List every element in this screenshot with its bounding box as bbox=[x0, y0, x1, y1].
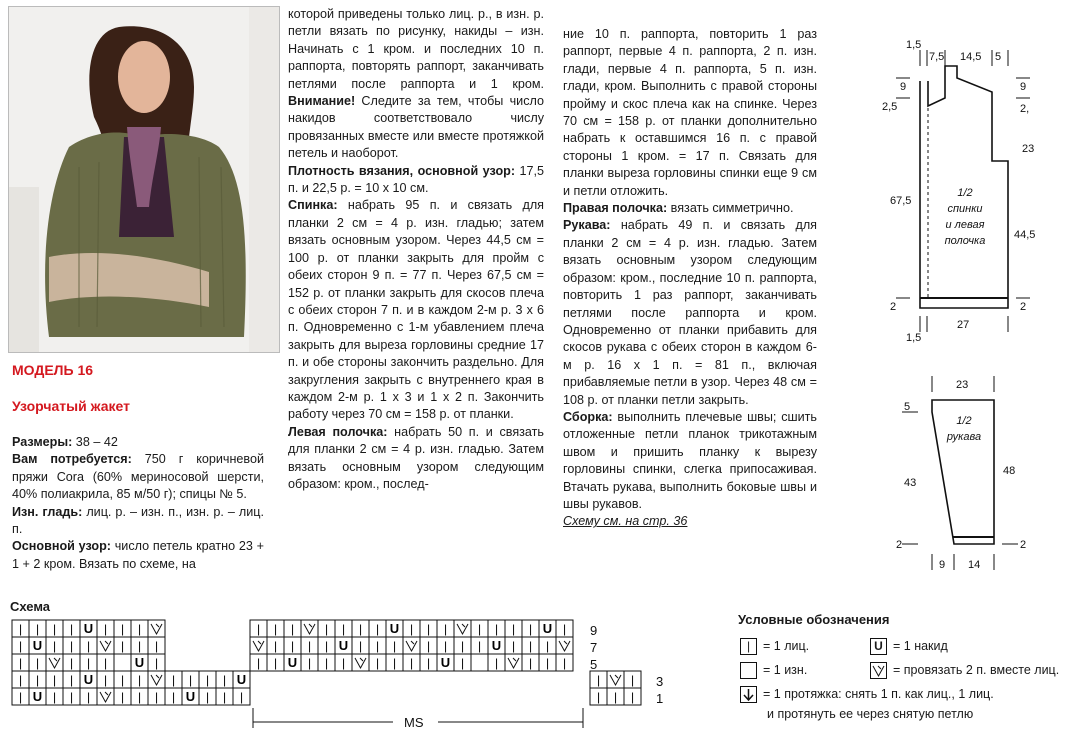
knit-chart-icon: | bbox=[341, 656, 346, 670]
knit-chart-icon: | bbox=[562, 622, 567, 636]
knit-chart-icon: | bbox=[613, 690, 618, 704]
knit-chart-icon: | bbox=[477, 622, 482, 636]
assembly-label: Сборка: bbox=[563, 409, 613, 424]
sizes-value: 38 – 42 bbox=[72, 435, 118, 449]
knit-chart-icon: | bbox=[35, 622, 40, 636]
knit-chart-icon: | bbox=[392, 639, 397, 653]
dim-left-3: 67,5 bbox=[890, 195, 912, 207]
knit-chart-icon: | bbox=[290, 622, 295, 636]
knit-chart-icon: | bbox=[511, 639, 516, 653]
row-number-9: 9 bbox=[590, 623, 598, 638]
knit-chart-icon: | bbox=[18, 673, 23, 687]
photo-illustration bbox=[9, 7, 279, 352]
knit-chart-icon: | bbox=[103, 673, 108, 687]
knit-chart-icon: | bbox=[120, 639, 125, 653]
right-column-text bbox=[563, 26, 817, 531]
knit-symbol-icon: | bbox=[740, 638, 757, 655]
row-number-5: 5 bbox=[590, 657, 598, 672]
knit-chart-icon: | bbox=[273, 622, 278, 636]
k2tog-chart-icon bbox=[304, 624, 315, 634]
knit-chart-icon: | bbox=[630, 673, 635, 687]
knit-chart-icon: | bbox=[324, 656, 329, 670]
see-schema-link[interactable]: Схему см. на стр. 36 bbox=[563, 514, 688, 529]
knit-chart-icon: | bbox=[341, 622, 346, 636]
knit-chart-icon: | bbox=[137, 673, 142, 687]
sizes-label: Размеры: bbox=[12, 435, 73, 449]
knit-chart-icon: | bbox=[273, 656, 278, 670]
knit-chart-icon: | bbox=[86, 639, 91, 653]
knit-chart-icon: | bbox=[137, 690, 142, 704]
knit-chart-icon: | bbox=[69, 622, 74, 636]
k2tog-chart-icon bbox=[100, 692, 111, 702]
assembly-value: выполнить плечевые швы; сшить отложенные петли планок трикотажным швом и пришить планку к вырезу горловины спинки, слегка припосаживая. Втачать рукава, выполнить боковые швы и швы рукавов. bbox=[563, 409, 817, 511]
dim-right-4: 44,5 bbox=[1014, 229, 1036, 241]
row-number-3: 3 bbox=[656, 674, 664, 689]
knit-chart-icon: | bbox=[154, 639, 159, 653]
sleeve-left-top: 5 bbox=[904, 401, 911, 413]
knit-chart-icon: | bbox=[120, 690, 125, 704]
middle-column-text bbox=[288, 6, 544, 493]
repeat-label: MS bbox=[404, 715, 424, 730]
back-label-4: полочка bbox=[944, 235, 986, 247]
purl-symbol-icon bbox=[740, 662, 757, 679]
sleeve-diagram bbox=[890, 372, 1040, 577]
knit-chart-icon: | bbox=[205, 673, 210, 687]
knit-chart-icon: | bbox=[137, 639, 142, 653]
knit-chart-icon: | bbox=[239, 690, 244, 704]
yarn-over-chart-icon: U bbox=[389, 621, 400, 636]
legend-skpo-text-2: и протянуть ее через снятую петлю bbox=[767, 707, 974, 721]
k2tog-chart-icon bbox=[49, 658, 60, 668]
intro-text: которой приведены только лиц. р., в изн. р. петли вязать по рисунку, накиды – изн. Начинать с 1 кром. и последних 10 п. раппорта, повторять раппорт, заканчивать петлями после раппорта и 1 кром. bbox=[288, 7, 544, 91]
knit-chart-icon: | bbox=[460, 656, 465, 670]
knit-chart-icon: | bbox=[511, 622, 516, 636]
k2tog-chart-icon bbox=[151, 624, 162, 634]
knit-chart-icon: | bbox=[528, 639, 533, 653]
knit-chart-icon: | bbox=[562, 656, 567, 670]
knit-chart-icon: | bbox=[426, 656, 431, 670]
k2tog-chart-icon bbox=[559, 641, 570, 651]
knit-chart-icon: | bbox=[290, 639, 295, 653]
knit-chart-icon: | bbox=[154, 656, 159, 670]
knit-chart-icon: | bbox=[18, 656, 23, 670]
row-number-1: 1 bbox=[656, 691, 664, 706]
attention-label: Внимание! bbox=[288, 94, 356, 109]
knit-chart-icon: | bbox=[86, 656, 91, 670]
knit-chart-icon: | bbox=[307, 656, 312, 670]
sleeve-bottom-b: 14 bbox=[968, 559, 981, 571]
back-label: Спинка: bbox=[288, 198, 338, 213]
model-photo bbox=[8, 6, 280, 353]
chart-cell bbox=[114, 654, 131, 671]
left-front-continued: ние 10 п. раппорта, повторить 1 раз раппорт, первые 4 п. раппорта, 2 п. изн. глади, первые 4 п. раппорта, 5 п. изн. глади, кром. Выполнить с правой стороны пройму и скос плеча как на спинке. Через 70 см = 158 р. от планки дополнительно набрать к оставшимся 16 п. с правой стороны 1 кром. = 17 п. Связать для планки выреза горловины спинки еще 9 см и петли отложить. bbox=[563, 27, 817, 198]
k2tog-chart-icon bbox=[457, 624, 468, 634]
knit-chart-icon: | bbox=[443, 622, 448, 636]
sleeve-bottom-right: 2 bbox=[1020, 539, 1027, 551]
yarn-over-chart-icon: U bbox=[338, 638, 349, 653]
yarn-over-chart-icon: U bbox=[236, 672, 247, 687]
knit-chart-icon: | bbox=[409, 656, 414, 670]
dim-left-2: 2,5 bbox=[882, 101, 898, 113]
sleeve-right: 48 bbox=[1003, 465, 1016, 477]
dim-top-2: 7,5 bbox=[929, 51, 945, 63]
knit-chart-icon: | bbox=[120, 673, 125, 687]
stst-value: лиц. р. – изн. п., изн. р. – лиц. п. bbox=[12, 504, 264, 537]
dim-top-3: 14,5 bbox=[960, 51, 982, 63]
back-diagram bbox=[880, 36, 1070, 346]
knit-chart-icon: | bbox=[86, 690, 91, 704]
knit-chart-icon: | bbox=[69, 673, 74, 687]
knit-chart-icon: | bbox=[324, 639, 329, 653]
dim-left-5: 1,5 bbox=[906, 332, 922, 344]
knit-chart-icon: | bbox=[52, 639, 57, 653]
legend-skpo bbox=[740, 686, 994, 703]
skpo-symbol-icon bbox=[740, 686, 757, 703]
sleeve-top: 23 bbox=[956, 379, 969, 391]
knit-chart-icon: | bbox=[18, 639, 23, 653]
knit-chart-icon: | bbox=[69, 639, 74, 653]
density-value: 17,5 п. и 22,5 р. = 10 х 10 см. bbox=[288, 163, 544, 196]
sleeve-label-2: рукава bbox=[946, 431, 982, 443]
back-label-2: спинки bbox=[947, 203, 983, 215]
knit-chart-icon: | bbox=[630, 690, 635, 704]
knit-chart-icon: | bbox=[324, 622, 329, 636]
stst-label: Изн. гладь: bbox=[12, 504, 83, 519]
k2tog-chart-icon bbox=[406, 641, 417, 651]
legend-title: Условные обозначения bbox=[738, 612, 890, 627]
pattern-value: число петель кратно 23 + 1 + 2 кром. Вязать по схеме, на bbox=[12, 539, 264, 571]
right-front-value: вязать симметрично. bbox=[667, 201, 794, 216]
dim-left-4: 2 bbox=[890, 301, 897, 313]
knit-chart-icon: | bbox=[358, 622, 363, 636]
right-front-label: Правая полочка: bbox=[563, 201, 668, 216]
legend-purl bbox=[740, 662, 807, 679]
knit-chart-icon: | bbox=[443, 639, 448, 653]
knit-chart-icon: | bbox=[69, 656, 74, 670]
legend-skpo-text-1: = 1 протяжка: снять 1 п. как лиц., 1 лиц. bbox=[763, 687, 994, 701]
knit-chart-icon: | bbox=[120, 622, 125, 636]
knit-chart-icon: | bbox=[494, 622, 499, 636]
dim-right-1: 9 bbox=[1020, 81, 1027, 93]
sleeve-bottom-a: 9 bbox=[939, 559, 946, 571]
knit-chart-icon: | bbox=[494, 656, 499, 670]
yarn-over-chart-icon: U bbox=[32, 689, 43, 704]
knit-chart-icon: | bbox=[103, 656, 108, 670]
need-value: 750 г коричневой пряжи Cora (60% мериносовой шерсти, 40% полиакрила, 85 м/50 г); спицы № 5. bbox=[12, 452, 265, 502]
knit-chart-icon: | bbox=[545, 639, 550, 653]
dim-top-1: 1,5 bbox=[906, 39, 922, 51]
sleeve-value: набрать 49 п. и связать для планки 2 см = 4 р. изн. гладью. Затем вязать основным узором следующим образом: кром., последние 10 п. раппорта, повторить 1 раз раппорт, заканчивать петлями после раппорта и кром. Одновременно от планки прибавить для скосов рукава с обеих сторон в каждом 6-м р. 16 х 1 п. = 81 п., включая прибавляемые петли в узор. Через 48 см = 108 р. от планки петли закрыть. bbox=[563, 218, 817, 407]
knit-chart-icon: | bbox=[528, 656, 533, 670]
knit-chart-icon: | bbox=[188, 673, 193, 687]
knit-chart-icon: | bbox=[460, 639, 465, 653]
left-column-text bbox=[12, 434, 264, 573]
yarn-over-chart-icon: U bbox=[185, 689, 196, 704]
back-label-3: и левая bbox=[945, 219, 985, 231]
knit-chart-icon: | bbox=[375, 622, 380, 636]
knit-chart-icon: | bbox=[392, 656, 397, 670]
knit-chart-icon: | bbox=[375, 656, 380, 670]
yarn-over-chart-icon: U bbox=[134, 655, 145, 670]
dim-right-2: 2, bbox=[1020, 103, 1030, 115]
dim-right-5: 2 bbox=[1020, 301, 1027, 313]
knit-chart-icon: | bbox=[52, 673, 57, 687]
k2tog-chart-icon bbox=[151, 675, 162, 685]
dim-top-4: 5 bbox=[995, 51, 1002, 63]
legend-yo-text: = 1 накид bbox=[893, 639, 948, 653]
knit-chart-icon: | bbox=[426, 639, 431, 653]
sleeve-bottom-left: 2 bbox=[896, 539, 903, 551]
knit-chart-icon: | bbox=[171, 673, 176, 687]
knit-chart-icon: | bbox=[358, 639, 363, 653]
knit-chart-icon: | bbox=[426, 622, 431, 636]
knitting-chart bbox=[8, 618, 688, 736]
legend-k2tog bbox=[870, 662, 1059, 679]
k2tog-chart-icon bbox=[508, 658, 519, 668]
k2tog-chart-icon bbox=[100, 641, 111, 651]
back-label-1: 1/2 bbox=[957, 187, 973, 199]
knit-chart-icon: | bbox=[222, 673, 227, 687]
model-number: МОДЕЛЬ 16 bbox=[12, 362, 94, 378]
attention-text: Следите за тем, чтобы число накидов соответствовало числу провязанных вместе или вместе протяжкой петель и наоборот. bbox=[288, 94, 544, 161]
knit-chart-icon: | bbox=[256, 656, 261, 670]
knit-chart-icon: | bbox=[545, 656, 550, 670]
legend-knit bbox=[740, 638, 809, 655]
knit-chart-icon: | bbox=[52, 622, 57, 636]
knit-chart-icon: | bbox=[52, 690, 57, 704]
yarn-over-symbol-icon: U bbox=[870, 638, 887, 655]
model-title: Узорчатый жакет bbox=[12, 398, 130, 414]
k2tog-chart-icon bbox=[253, 641, 264, 651]
knit-chart-icon: | bbox=[103, 622, 108, 636]
knit-chart-icon: | bbox=[256, 622, 261, 636]
sleeve-dimension-lines bbox=[902, 376, 1018, 570]
knit-chart-icon: | bbox=[409, 622, 414, 636]
knit-chart-icon: | bbox=[273, 639, 278, 653]
sleeve-left: 43 bbox=[904, 477, 917, 489]
sleeve-label: Рукава: bbox=[563, 218, 611, 233]
legend-yo bbox=[870, 638, 948, 655]
knit-chart-icon: | bbox=[154, 690, 159, 704]
knit-chart-icon: | bbox=[69, 690, 74, 704]
knit-chart-icon: | bbox=[596, 690, 601, 704]
pattern-label: Основной узор: bbox=[12, 539, 111, 554]
k2tog-chart-icon bbox=[610, 675, 621, 685]
knit-chart-icon: | bbox=[477, 639, 482, 653]
knit-chart-icon: | bbox=[35, 656, 40, 670]
yarn-over-chart-icon: U bbox=[440, 655, 451, 670]
left-front-value: набрать 50 п. и связать для планки 2 см = 4 р. изн. гладью. Затем вязать основным узором следующим образом: кром., послед- bbox=[288, 424, 544, 491]
yarn-over-chart-icon: U bbox=[542, 621, 553, 636]
k2tog-chart-icon bbox=[355, 658, 366, 668]
dim-right-3: 23 bbox=[1022, 143, 1035, 155]
legend-k2tog-text: = провязать 2 п. вместе лиц. bbox=[893, 663, 1060, 677]
dim-bottom: 27 bbox=[957, 319, 970, 331]
legend-knit-text: = 1 лиц. bbox=[763, 639, 810, 653]
sleeve-label-1: 1/2 bbox=[956, 415, 972, 427]
back-value: набрать 95 п. и связать для планки 2 см = 4 р. изн. гладью; затем вязать основным узором. Через 44,5 см = 100 р. от планки закрыть для пройм с обеих сторон 9 п. = 77 п. Через 67,5 см = 152 р. от планки закрыть для скосов плеча с обеих сторон 7 п. и в каждом 2-м р. 3 х 6 п. Одновременно с 1-м убавлением плеча закрыть для выреза горловины средние 17 п. и обе стороны закончить раздельно. Для закругления закрыть с внутреннего края в каждом 2-м р. 1 х 3 и 1 х 2 п. Закончить работу через 70 см = 158 р. от планки. bbox=[288, 198, 544, 422]
knit-chart-icon: | bbox=[222, 690, 227, 704]
chart-grid bbox=[12, 620, 641, 705]
yarn-over-chart-icon: U bbox=[83, 672, 94, 687]
knit-chart-icon: | bbox=[596, 673, 601, 687]
knit-chart-icon: | bbox=[137, 622, 142, 636]
k2tog-symbol-icon bbox=[870, 662, 887, 679]
yarn-over-chart-icon: U bbox=[491, 638, 502, 653]
yarn-over-chart-icon: U bbox=[83, 621, 94, 636]
density-label: Плотность вязания, основной узор: bbox=[288, 163, 516, 178]
left-front-label: Левая полочка: bbox=[288, 424, 388, 439]
knit-chart-icon: | bbox=[18, 690, 23, 704]
knit-chart-icon: | bbox=[205, 690, 210, 704]
row-number-7: 7 bbox=[590, 640, 598, 655]
legend-purl-text: = 1 изн. bbox=[763, 663, 808, 677]
yarn-over-chart-icon: U bbox=[287, 655, 298, 670]
knit-chart-icon: | bbox=[18, 622, 23, 636]
knit-chart-icon: | bbox=[171, 690, 176, 704]
knit-chart-icon: | bbox=[375, 639, 380, 653]
dim-left-1: 9 bbox=[900, 81, 907, 93]
schema-title: Схема bbox=[10, 599, 51, 614]
chart-cell bbox=[471, 654, 488, 671]
knit-chart-icon: | bbox=[35, 673, 40, 687]
knit-chart-icon: | bbox=[528, 622, 533, 636]
yarn-over-chart-icon: U bbox=[32, 638, 43, 653]
knit-chart-icon: | bbox=[307, 639, 312, 653]
need-label: Вам потребуется: bbox=[12, 452, 132, 467]
